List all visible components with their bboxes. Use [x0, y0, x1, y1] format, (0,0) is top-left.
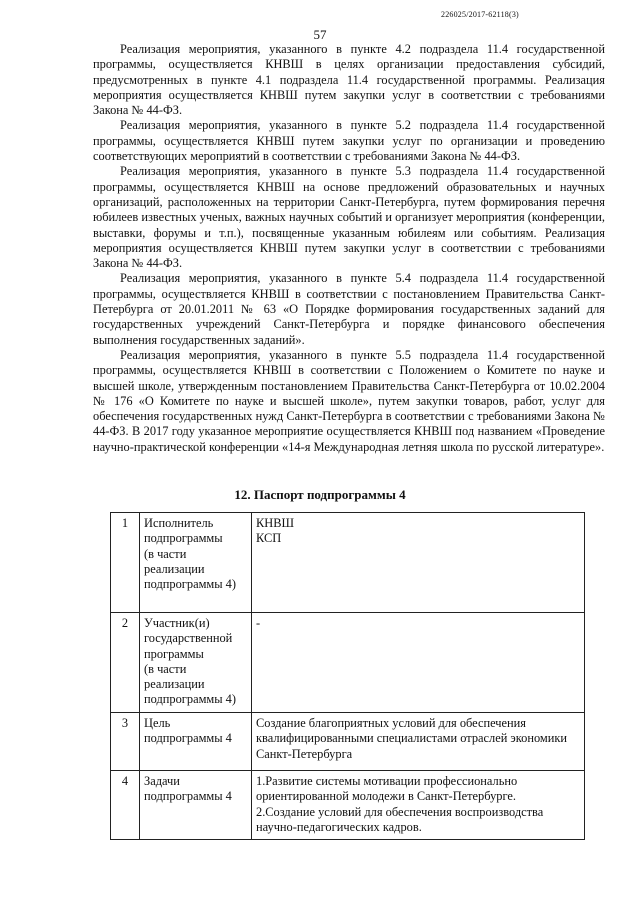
value-line: КНВШ [256, 516, 294, 530]
value-line: Создание благоприятных условий для обеспечения квалифицированными специалистами отраслей экономики Санкт-Петербурга [256, 716, 568, 761]
paragraph: Реализация мероприятия, указанного в пункте 5.2 подраздела 11.4 государственной программы, осуществляется КНВШ путем закупки услуг по организации и проведению соответствующих мероприятий в соответствии с требованиями Закона № 44-ФЗ. [93, 118, 605, 164]
subprogram-passport-table [110, 512, 585, 840]
label-line: государственной [144, 631, 233, 646]
table-row [111, 613, 585, 713]
row-value [252, 613, 585, 713]
row-number: 4 [111, 771, 140, 840]
label-line: Задачи [144, 774, 180, 788]
row-number: 3 [111, 713, 140, 771]
section-title: 12. Паспорт подпрограммы 4 [234, 487, 406, 502]
row-label [140, 513, 252, 613]
row-value [252, 513, 585, 613]
table-row [111, 513, 585, 613]
row-label [140, 713, 252, 771]
row-label [140, 613, 252, 713]
row-value [252, 713, 585, 771]
label-line: программы [144, 646, 204, 661]
table-row [111, 771, 585, 840]
label-line: Исполнитель [144, 516, 214, 530]
paragraph: Реализация мероприятия, указанного в пункте 5.3 подраздела 11.4 государственной программы, осуществляется КНВШ на основе предложений образовательных и научных организаций, расположенных на территории Санкт-Петербурга, путем формирования перечня юбилеев известных ученых, важных научных событий и организует мероприятия (конференции, выставки, форумы и т.п.), посвященные указанным юбилеям или событиям. Реализация мероприятия осуществляется КНВШ путем закупки услуг в соответствии с требованиями Закона № 44-ФЗ. [93, 164, 605, 271]
value-line: КСП [256, 531, 282, 546]
value-line: 1.Развитие системы мотивации профессионально ориентированной молодежи в Санкт-Петербурге. [256, 774, 518, 804]
paragraph: Реализация мероприятия, указанного в пункте 4.2 подраздела 11.4 государственной программы, осуществляется КНВШ в целях организации предоставления субсидий, предусмотренных в пункте 4.1 подраздела 11.4 государственной программы. Реализация мероприятия осуществляется КНВШ путем закупки услуг в соответствии с требованиями Закона № 44-ФЗ. [93, 42, 605, 118]
paragraph: Реализация мероприятия, указанного в пункте 5.4 подраздела 11.4 государственной программы, осуществляется КНВШ в соответствии с постановлением Правительства Санкт-Петербурга от 20.01.2011 № 63 «О Порядке формирования государственных заданий для государственных учреждений Санкт-Петербурга и порядке финансового обеспечения выполнения государственных заданий». [93, 271, 605, 347]
paragraph: Реализация мероприятия, указанного в пункте 5.5 подраздела 11.4 государственной программы, осуществляется КНВШ в соответствии с Положением о Комитете по науке и высшей школе, утвержденным постановлением Правительства Санкт-Петербурга от 10.02.2004 № 176 «О Комитете по науке и высшей школе», путем закупки товаров, работ, услуг для обеспечения государственных нужд Санкт-Петербурга в соответствии с требованиями Закона № 44-ФЗ. В 2017 году указанное мероприятие осуществляется КНВШ под названием «Проведение научно-практической конференции «14-я Международная летняя школа по русской литературе». [93, 347, 605, 454]
label-line: подпрограммы 4) [144, 692, 236, 707]
row-number: 2 [111, 613, 140, 713]
label-line: подпрограммы 4 [144, 731, 232, 746]
label-line: Цель [144, 716, 171, 730]
row-number: 1 [111, 513, 140, 613]
label-line: (в части [144, 661, 187, 676]
label-line: (в части [144, 546, 187, 561]
label-line: подпрограммы [144, 531, 223, 546]
document-registration-number: 226025/2017-62118(3) [441, 10, 519, 19]
label-line: подпрограммы 4 [144, 789, 232, 804]
body-text [93, 42, 605, 455]
row-value [252, 771, 585, 840]
row-label [140, 771, 252, 840]
label-line: подпрограммы 4) [144, 577, 236, 592]
label-line: реализации [144, 561, 205, 576]
value-line: 2.Создание условий для обеспечения воспроизводства научно-педагогических кадров. [256, 804, 544, 834]
label-line: Участник(и) [144, 616, 210, 630]
page-number: 57 [313, 27, 327, 42]
label-line: реализации [144, 677, 205, 692]
value-line: - [256, 616, 261, 630]
table-row [111, 713, 585, 771]
